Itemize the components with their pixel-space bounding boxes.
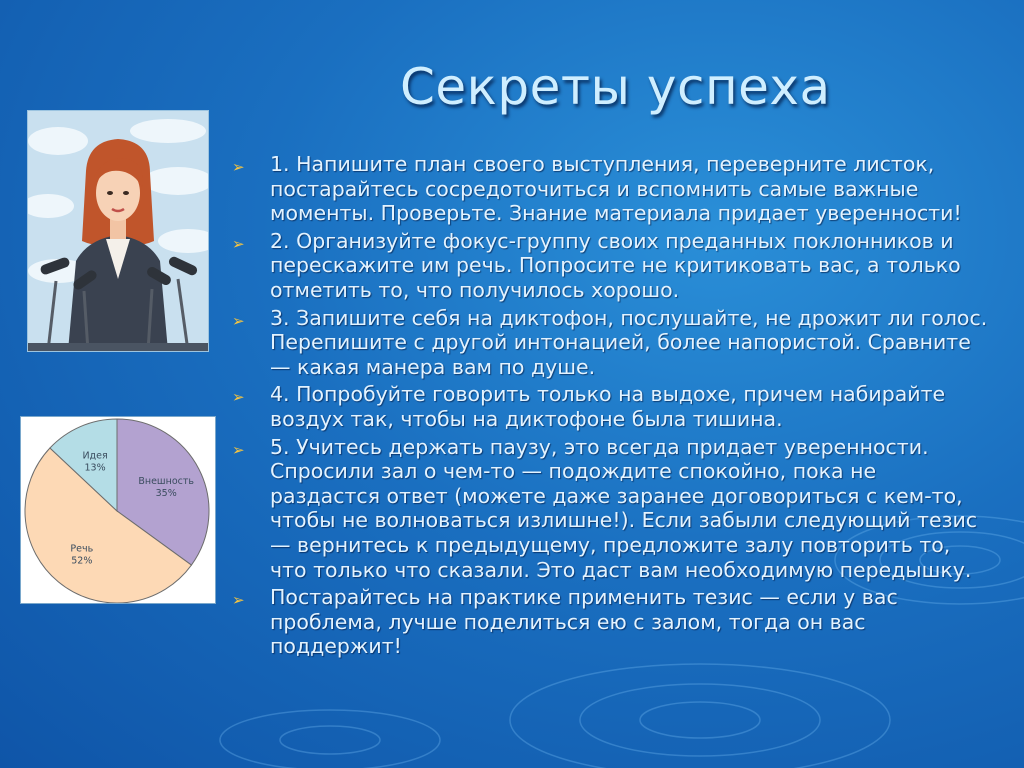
pie-chart <box>21 417 215 603</box>
pie-slice-value-label: 13% <box>84 462 106 474</box>
pie-slice-value-label: 35% <box>155 487 177 499</box>
pie-slice-label: Внешность <box>138 475 195 487</box>
bullet-text: 3. Запишите себя на диктофон, послушайте, не дрожит ли голос. Перепишите с другой интонацией, более напористой. Сравните — какая манера вам по душе. <box>270 305 988 379</box>
speaker-illustration <box>27 110 209 352</box>
slide-title: Секреты успеха <box>400 58 831 116</box>
bullet-arrow-icon: ➢ <box>232 234 245 253</box>
bullet-item-6 <box>232 585 992 659</box>
bullet-arrow-icon: ➢ <box>232 158 245 176</box>
bullet-text: 1. Напишите план своего выступления, переверните листок, постарайтесь сосредоточиться и вспомнить самые важные моменты. Проверьте. Знание материала придает уверенности! <box>270 152 962 226</box>
bullet-arrow-icon: ➢ <box>232 388 245 407</box>
pie-slice-value-label: 52% <box>71 555 93 567</box>
bullet-item-2 <box>232 229 992 303</box>
bullet-text: 4. Попробуйте говорить только на выдохе, причем набирайте воздух так, чтобы на диктофоне была тишина. <box>270 382 946 431</box>
pie-slice-label: Речь <box>70 543 94 555</box>
woman-speaker-at-podium-icon <box>28 111 208 351</box>
bullet-arrow-icon: ➢ <box>232 311 245 330</box>
bullet-item-1 <box>232 152 992 226</box>
bullet-arrow-icon: ➢ <box>232 440 245 459</box>
bullet-text: 5. Учитесь держать паузу, это всегда придает уверенности. Спросили зал о чем-то — подождите спокойно, пока не раздастся ответ (можете даже заранее договориться с кем-то, чтобы не волноваться излишне!). Если забыли следующий тезис — вернитесь к предыдущему, предложите залу повторить то, что только что сказали. Это даст вам необходимую передышку. <box>270 434 978 582</box>
bullet-arrow-icon: ➢ <box>232 591 245 610</box>
bullet-item-4 <box>232 382 992 431</box>
bullet-item-5 <box>232 435 992 583</box>
pie-chart-panel <box>20 416 216 604</box>
bullet-list <box>232 152 992 662</box>
bullet-item-3 <box>232 306 992 380</box>
pie-slice-label: Идея <box>82 450 108 462</box>
bullet-text: 2. Организуйте фокус-группу своих преданных поклонников и перескажите им речь. Попросите не критиковать вас, а только отметить то, что получилось хорошо. <box>270 228 961 302</box>
bullet-text: Постарайтесь на практике применить тезис — если у вас проблема, лучше поделиться ею с залом, тогда он вас поддержит! <box>270 585 898 659</box>
